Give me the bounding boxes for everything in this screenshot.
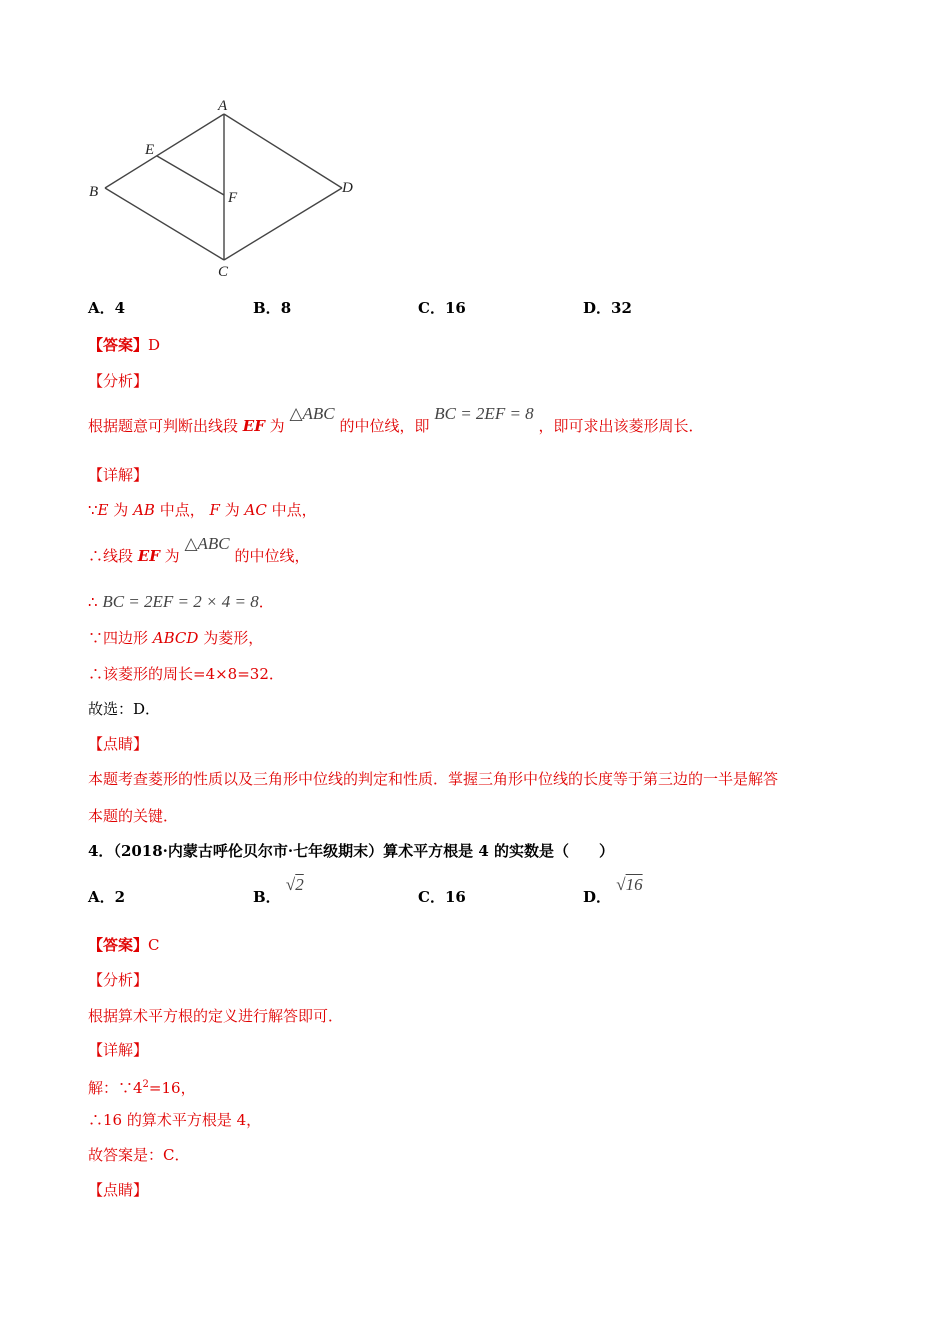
side-ad	[224, 114, 342, 188]
q4-option-d[interactable]: D． √16	[583, 875, 643, 906]
q4-detail-line-3: 故答案是：C．	[88, 1146, 190, 1164]
side-cd	[224, 188, 342, 260]
answer-value: D	[148, 336, 161, 354]
q3-detail-tag: 【详解】	[88, 466, 149, 484]
q4-option-c[interactable]: C．16	[418, 888, 466, 906]
q4-stem	[88, 841, 614, 861]
label-a: A	[218, 98, 228, 114]
q3-comment-tag: 【点睛】	[88, 735, 149, 753]
q4-option-a[interactable]: A．2	[88, 888, 126, 906]
q3-analysis-tag: 【分析】	[88, 372, 149, 390]
q3-option-b[interactable]: B．8	[253, 299, 292, 317]
label-f: F	[228, 190, 238, 206]
q3-answer	[88, 335, 160, 355]
q3-comment-line-2: 本题的关键．	[88, 807, 179, 825]
q3-comment-line-1: 本题考查菱形的性质以及三角形中位线的判定和性质．掌握三角形中位线的长度等于第三边的一半是解答	[88, 770, 779, 788]
q4-source: （2018·内蒙古呼伦贝尔市·七年级期末）	[113, 842, 384, 860]
q3-detail-line-6: 故选：D．	[88, 700, 161, 718]
triangle-abc-2: △ABC	[184, 534, 230, 553]
label-e: E	[145, 142, 155, 158]
label-b: B	[89, 184, 99, 200]
q3-analysis-text: 根据题意可判断出线段 EF 为 △ABC 的中位线，即 BC = 2EF = 8 ，即可求出该菱形周长．	[88, 404, 704, 435]
equation-bc-full: BC = 2EF = 2 × 4 = 8	[102, 592, 259, 611]
side-ab	[105, 114, 224, 188]
q4-detail-line-1: 解：$\because 4^2=16$，	[88, 1079, 196, 1097]
label-c: C	[218, 264, 229, 280]
answer-tag: 【答案】	[88, 336, 149, 354]
q3-detail-line-3: ∴ BC = 2EF = 2 × 4 = 8．	[88, 592, 274, 611]
q3-detail-line-5: ∴该菱形的周长=4×8=32．	[88, 665, 284, 683]
q4-detail-line-2: ∴16 的算术平方根是 4，	[88, 1111, 262, 1129]
triangle-abc: △ABC	[289, 404, 335, 423]
q4-question: 算术平方根是 4 的实数是（ ）	[383, 842, 615, 860]
equation-bc: BC = 2EF = 8	[434, 404, 534, 423]
rhombus-figure	[80, 90, 370, 285]
q3-option-c[interactable]: C．16	[418, 299, 466, 317]
q4-answer	[88, 935, 160, 955]
q3-detail-line-4: ∵四边形 ABCD 为菱形，	[88, 629, 264, 647]
sqrt-16: √16	[616, 875, 643, 894]
answer-tag: 【答案】	[88, 936, 149, 954]
q3-option-d[interactable]: D．32	[583, 299, 632, 317]
q4-comment-tag: 【点睛】	[88, 1181, 149, 1199]
q4-detail-tag: 【详解】	[88, 1041, 149, 1059]
side-bc	[105, 188, 224, 260]
q3-detail-line-2: ∴线段 EF 为 △ABC 的中位线，	[88, 534, 310, 565]
q3-option-a[interactable]: A．4	[88, 299, 126, 317]
q4-analysis-text: 根据算术平方根的定义进行解答即可．	[88, 1007, 344, 1025]
q3-detail-line-1: ∵E 为 AB 中点， F 为 AC 中点，	[88, 501, 317, 519]
label-d: D	[342, 180, 353, 196]
q4-option-b[interactable]: B． √2	[253, 875, 304, 906]
q4-analysis-tag: 【分析】	[88, 971, 149, 989]
sqrt-2: √2	[285, 875, 304, 894]
segment-ef	[157, 156, 224, 195]
q4-number: 4．	[88, 842, 114, 860]
answer-value: C	[148, 936, 160, 954]
